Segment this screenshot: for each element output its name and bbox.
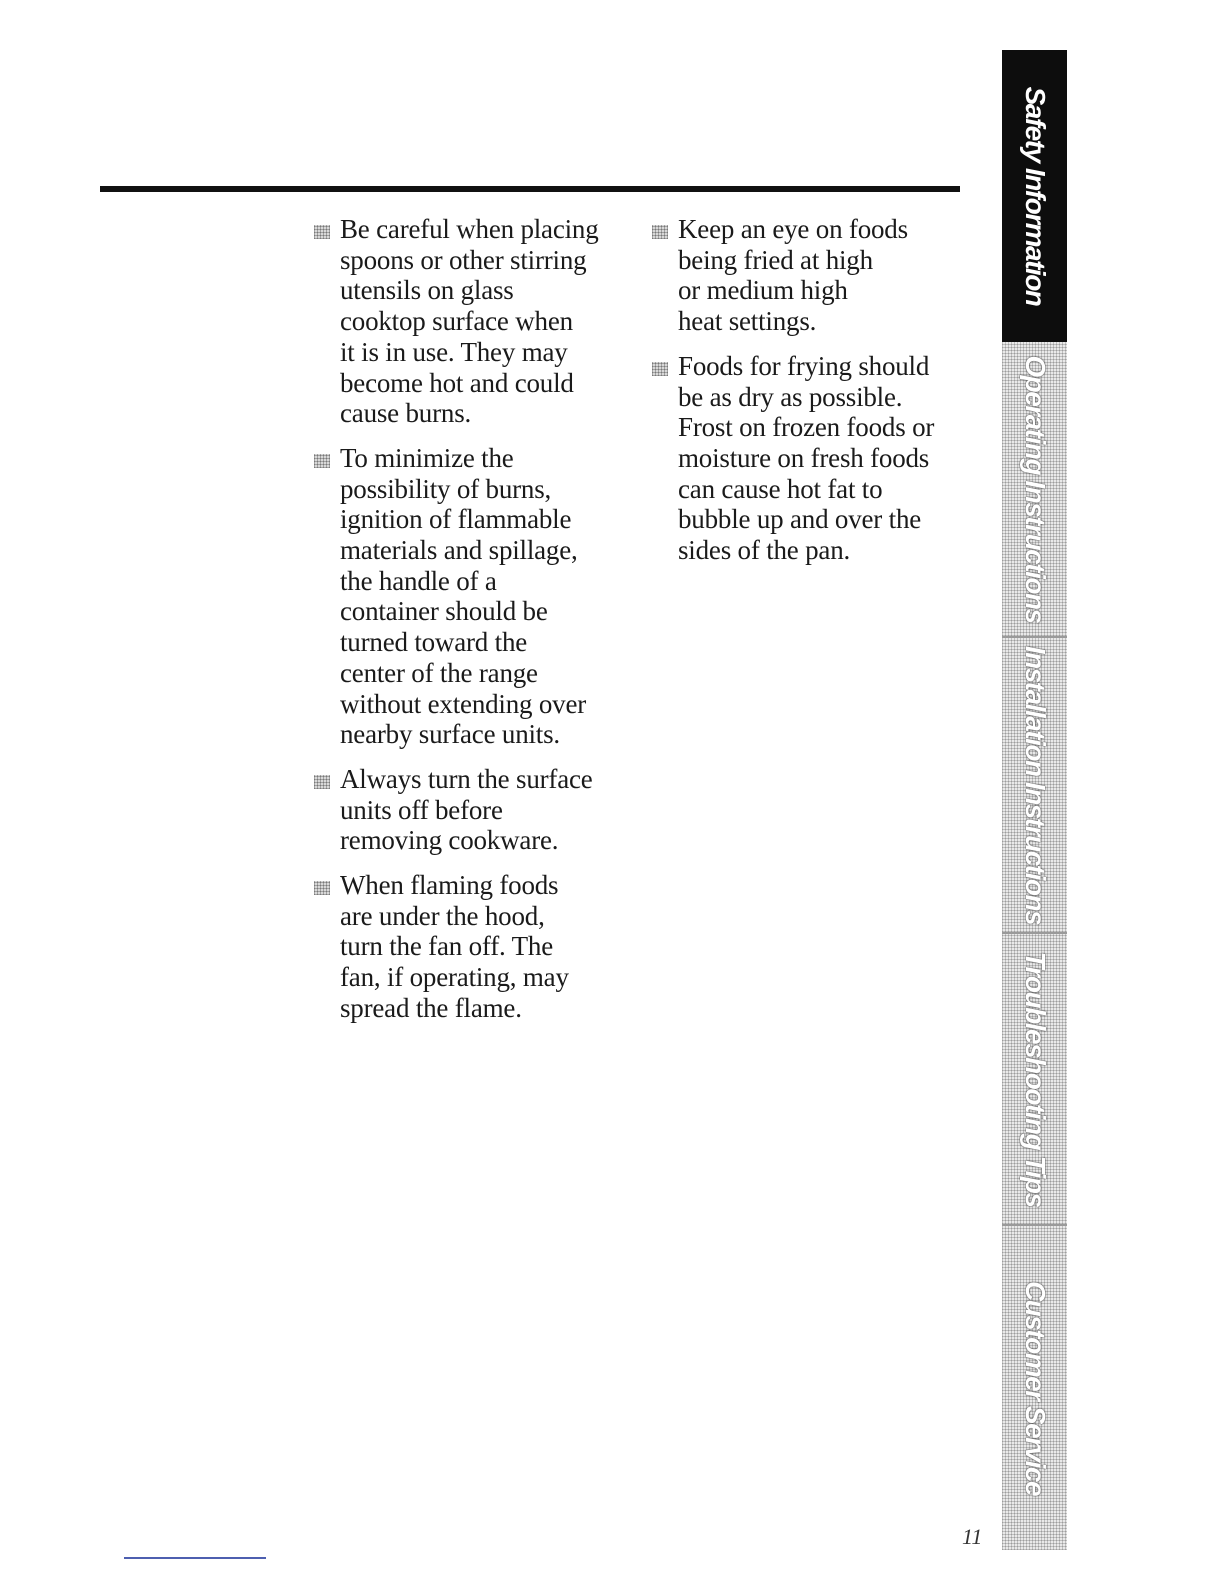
bullet-line: units off before	[340, 794, 503, 825]
section-divider-rule	[100, 186, 960, 192]
tab-installation-instructions[interactable]	[1002, 638, 1067, 934]
bullet-line: without extending over	[340, 688, 587, 719]
bullet-line: Frost on frozen foods or	[678, 412, 935, 443]
bullet-line: the handle of a	[340, 565, 497, 596]
bullet-line: spread the flame.	[340, 992, 522, 1023]
tab-label: Operating Instructions	[1019, 355, 1051, 623]
bullet-line: can cause hot fat to	[678, 473, 883, 504]
bullet-line: Keep an eye on foods	[678, 214, 908, 244]
bullet-line: ignition of flammable	[340, 504, 572, 535]
bullet-line: turn the fan off. The	[340, 931, 553, 962]
bullet-line: center of the range	[340, 657, 538, 688]
bottom-accent-line	[124, 1557, 266, 1559]
bullet-line: spoons or other stirring	[340, 244, 587, 275]
bullet-line: nearby surface units.	[340, 719, 560, 750]
bullet-line: turned toward the	[340, 627, 528, 658]
bullet-line: being fried at high	[678, 244, 873, 275]
bullet-item	[650, 351, 970, 566]
right-column	[650, 214, 970, 580]
bullet-line: cause burns.	[340, 398, 472, 429]
bullet-line: cooktop surface when	[340, 306, 573, 337]
bullet-icon	[314, 454, 330, 468]
bullet-line: When flaming foods	[340, 870, 559, 901]
bullet-line: bubble up and over the	[678, 504, 922, 535]
bullet-line: Foods for frying should	[678, 350, 930, 381]
bullet-line: or medium high	[678, 275, 848, 306]
bullet-line: Be careful when placing	[340, 214, 599, 244]
bullet-icon	[314, 881, 330, 895]
bullet-line: container should be	[340, 596, 548, 627]
bullet-line: are under the hood,	[340, 900, 545, 931]
bullet-item	[312, 214, 632, 429]
bullet-icon	[652, 225, 668, 239]
left-column	[312, 214, 632, 1038]
bullet-line: removing cookware.	[340, 825, 559, 856]
bullet-line: heat settings.	[678, 306, 817, 337]
page-number: 11	[962, 1524, 983, 1549]
tab-troubleshooting-tips[interactable]	[1002, 934, 1067, 1226]
bullet-line: Always turn the surface	[340, 763, 593, 794]
tab-label: Safety Information	[1019, 86, 1051, 306]
tab-customer-service[interactable]	[1002, 1226, 1067, 1550]
bullet-icon	[652, 362, 668, 376]
bullet-item	[312, 443, 632, 750]
bullet-icon	[314, 775, 330, 789]
tab-safety-information[interactable]	[1002, 50, 1067, 342]
tab-label: Customer Service	[1019, 1280, 1051, 1496]
section-tabs	[1002, 50, 1067, 1550]
tab-label: Troubleshooting Tips	[1019, 951, 1051, 1207]
bullet-line: be as dry as possible.	[678, 381, 903, 412]
bullet-line: moisture on fresh foods	[678, 442, 930, 473]
bullet-line: become hot and could	[340, 367, 574, 398]
bullet-item	[650, 214, 970, 337]
bullet-line: To minimize the	[340, 442, 514, 473]
tab-label: Installation Instructions	[1019, 645, 1051, 925]
tab-operating-instructions[interactable]	[1002, 342, 1067, 638]
bullet-line: utensils on glass	[340, 275, 514, 306]
bullet-line: possibility of burns,	[340, 473, 552, 504]
bullet-item	[312, 764, 632, 856]
bullet-item	[312, 870, 632, 1024]
bullet-icon	[314, 225, 330, 239]
bullet-line: materials and spillage,	[340, 535, 578, 566]
bullet-line: sides of the pan.	[678, 535, 851, 566]
bullet-line: it is in use. They may	[340, 336, 568, 367]
bullet-line: fan, if operating, may	[340, 962, 569, 993]
